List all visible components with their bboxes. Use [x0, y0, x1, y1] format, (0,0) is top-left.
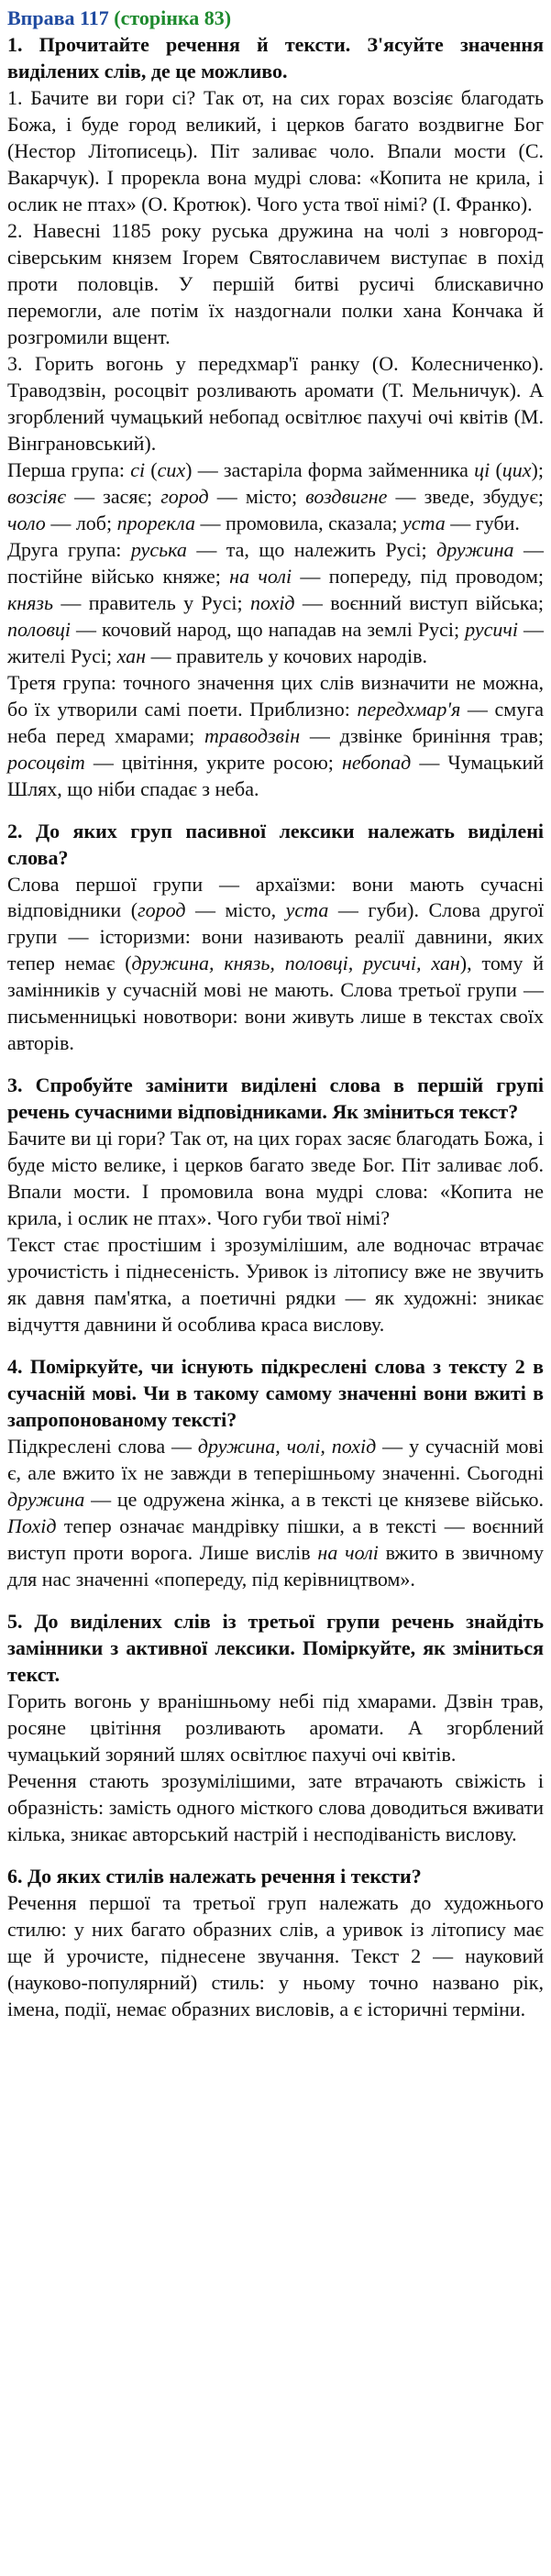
question-1-title: 1. Прочитайте речення й тексти. З'ясуйте значення виділених слів, де це можливо. [7, 32, 544, 83]
section-gap [7, 803, 544, 819]
text-1: 1. Бачите ви гори сі? Так от, на сих горах возсіяє благодать Божа, і буде город великий, і церков багато воздвигне Бог (Нестор Літописець). Піт заливає чоло. Впали мости (С. Вакарчук). І прорекла вона мудрі слова: «Копита не крила, і ослик не птах» (О. Кротюк). Чого уста твої німі? (І. Франко). [7, 85, 544, 215]
section-gap [7, 1338, 544, 1354]
question-6-title: 6. До яких стилів належать речення і тексти? [7, 1864, 422, 1888]
group-3-answer: Третя група: точного значення цих слів визначити не можна, бо їх утворили самі поети. Приблизно: передхмар'я — смуга неба перед хмарами; траводзвін — дзвінке бриніння трав; росоцвіт — цвітіння, укрите росою; небопад — Чумацький Шлях, що ніби спадає з неба. [7, 670, 544, 800]
exercise-header [7, 6, 544, 32]
question-5-answer: Речення стають зрозумілішими, зате втрачають свіжість і образність: замість одного місткого слова доводиться вживати кілька, зникає авторський настрій і несподіваність вислову. [7, 1769, 544, 1845]
question-2-title: 2. До яких груп пасивної лексики належать виділені слова? [7, 819, 544, 869]
question-3-answer: Текст стає простішим і зрозумілішим, але водночас втрачає урочистість і піднесеність. Уривок із літопису вже не звучить як давня пам'ятка, а поетичні рядки — як художні: зникає відчуття давнини й особлива краса вислову. [7, 1233, 544, 1337]
text-3: 3. Горить вогонь у передхмар'ї ранку (О. Колесниченко). Траводзвін, росоцвіт розливають аромати (Т. Мельничук). А згорблений чумацький небопад освітлює пахучі очі квітів (М. Вінграновський). [7, 351, 544, 455]
section-gap [7, 1057, 544, 1073]
section-gap [7, 1848, 544, 1864]
group-1-answer: Перша група: сі (сих) — застаріла форма займенника ці (цих); возсіяє — засяє; город — місто; воздвигне — зведе, збудує; чоло — лоб; прорекла — промовила, сказала; уста — губи. [7, 457, 544, 534]
question-6-answer: Речення першої та третьої груп належать до художнього стилю: у них багато образних слів, а уривок із літопису має ще й урочисте, піднесене звучання. Текст 2 — науковий (науково-популярний) стиль: у ньому точно названо рік, імена, події, немає образних висловів, а є історичні терміни. [7, 1890, 544, 2020]
question-5-title: 5. До виділених слів із третьої групи речень знайдіть замінники з активної лексики. Поміркуйте, як зміниться текст. [7, 1610, 544, 1687]
question-3-title: 3. Спробуйте замінити виділені слова в першій групі речень сучасними відповідниками. Як зміниться текст? [7, 1073, 544, 1124]
question-3-rewrite: Бачите ви ці гори? Так от, на цих горах засяє благодать Божа, і буде місто велике, і церков багато зведе Бог. Піт заливає лоб. Впали мости. І промовила вона мудрі слова: «Копита не крила, і ослик не птах». Чого губи твої німі? [7, 1127, 544, 1230]
group-2-answer: Друга група: руська — та, що належить Русі; дружина — постійне військо княже; на чолі — попереду, під проводом; князь — правитель у Русі; похід — воєнний виступ війська; половці — кочовий народ, що нападав на землі Русі; русичі — жителі Русі; хан — правитель у кочових народів. [7, 537, 545, 667]
question-4-title: 4. Поміркуйте, чи існують підкреслені слова з тексту 2 в сучасній мові. Чи в такому самому значенні вони вжиті в запропонованому тексті? [7, 1355, 544, 1432]
section-gap [7, 1593, 544, 1609]
page-reference: (сторінка 83) [114, 6, 232, 29]
question-4-answer: Підкреслені слова — дружина, чолі, похід — у сучасній мові є, але вжито їх не завжди в теперішньому значенні. Сьогодні дружина — це одружена жінка, а в тексті це князеве військо. Похід тепер означає мандрівку пішки, а в тексті — воєнний виступ проти ворога. Лише вислів на чолі вжито в звичному для нас значенні «попереду, під керівництвом». [7, 1435, 544, 1591]
exercise-title: Вправа 117 [7, 6, 109, 29]
text-2: 2. Навесні 1185 року руська дружина на чолі з новгород-сіверським князем Ігорем Святославичем виступає в похід проти половців. У першій битві русичі блискавично перемогли, але потім їх наздогнали полки хана Кончака й розгромили вщент. [7, 218, 544, 348]
question-5-rewrite: Горить вогонь у вранішньому небі під хмарами. Дзвін трав, росяне цвітіння розливають аромати. А згорблений чумацький зоряний шлях освітлює пахучі очі квітів. [7, 1690, 544, 1767]
question-2-answer: Слова першої групи — архаїзми: вони мають сучасні відповідники (город — місто, уста — губи). Слова другої групи — історизми: вони називають реалії давнини, яких тепер немає (дружина, князь, половці, русичі, хан), тому й замінників у сучасній мові не мають. Слова третьої групи — письменницькі новотвори: вони живуть лише в текстах своїх авторів. [7, 872, 545, 1055]
